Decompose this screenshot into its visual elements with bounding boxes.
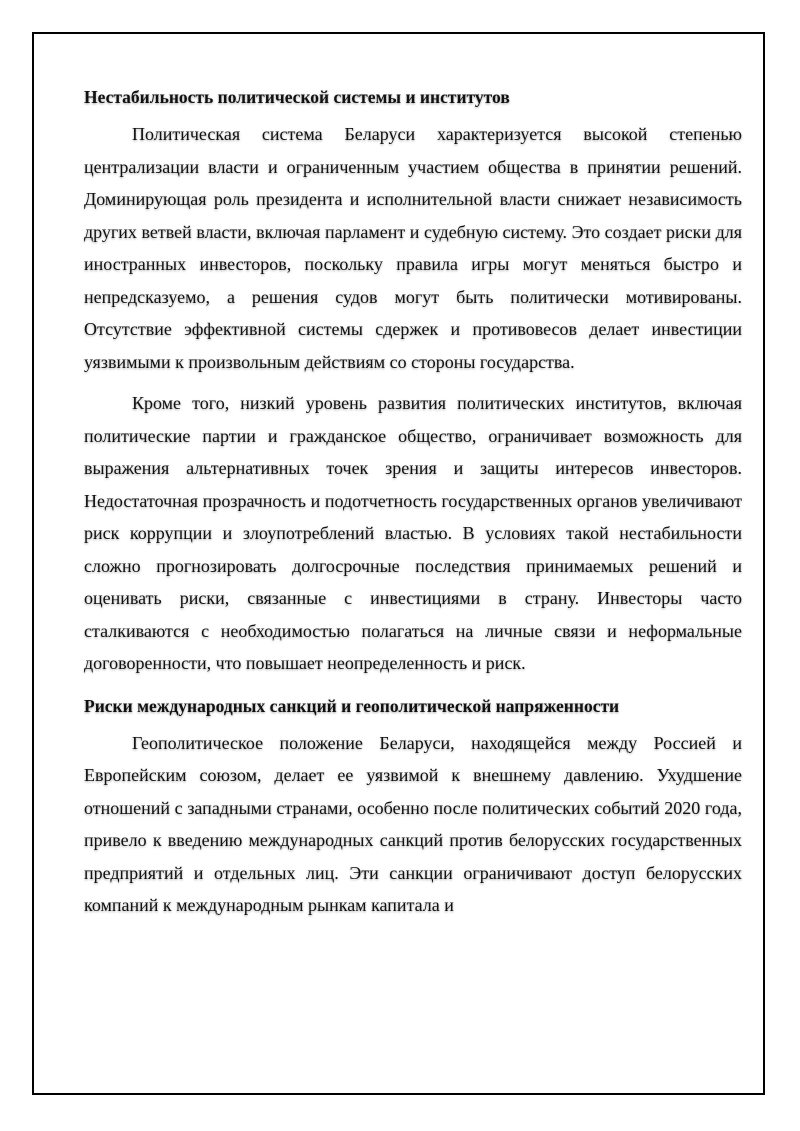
paragraph: Геополитическое положение Беларуси, находящейся между Россией и Европейским союзом, делает ее уязвимой к внешнему давлению. Ухудшение отношений с западными странами, особенно после политических событий 2020 года, привело к введению международных санкций против белорусских государственных предприятий и отдельных лиц. Эти санкции ограничивают доступ белорусских компаний к международным рынкам капитала и	[84, 732, 742, 915]
section-heading-political-instability: Нестабильность политической системы и институтов	[84, 87, 510, 107]
document-body	[84, 85, 742, 922]
section-heading-sanctions-risk: Риски международных санкций и геополитической напряженности	[84, 695, 620, 716]
paragraph: Кроме того, низкий уровень развития политических институтов, включая политические партии и гражданское общество, ограничивает возможность для выражения альтернативных точек зрения и защиты интересов инвесторов. Недостаточная прозрачность и подотчетность государственных органов увеличивают риск коррупции и злоупотреблений властью. В условиях такой нестабильности сложно прогнозировать долгосрочные последствия принимаемых решений и оценивать риски, связанные с инвестициями в страну. Инвесторы часто сталкиваются с необходимостью полагаться на личные связи и неформальные договоренности, что повышает неопределенность и риск.	[84, 393, 742, 673]
paragraph: Политическая система Беларуси характеризуется высокой степенью централизации власти и ограниченным участием общества в принятии решений. Доминирующая роль президента и исполнительной власти снижает независимость других ветвей власти, включая парламент и судебную систему. Это создает риски для иностранных инвесторов, поскольку правила игры могут меняться быстро и непредсказуемо, а решения судов могут быть политически мотивированы. Отсутствие эффективной системы сдержек и противовесов делает инвестиции уязвимыми к произвольным действиям со стороны государства.	[84, 124, 742, 372]
